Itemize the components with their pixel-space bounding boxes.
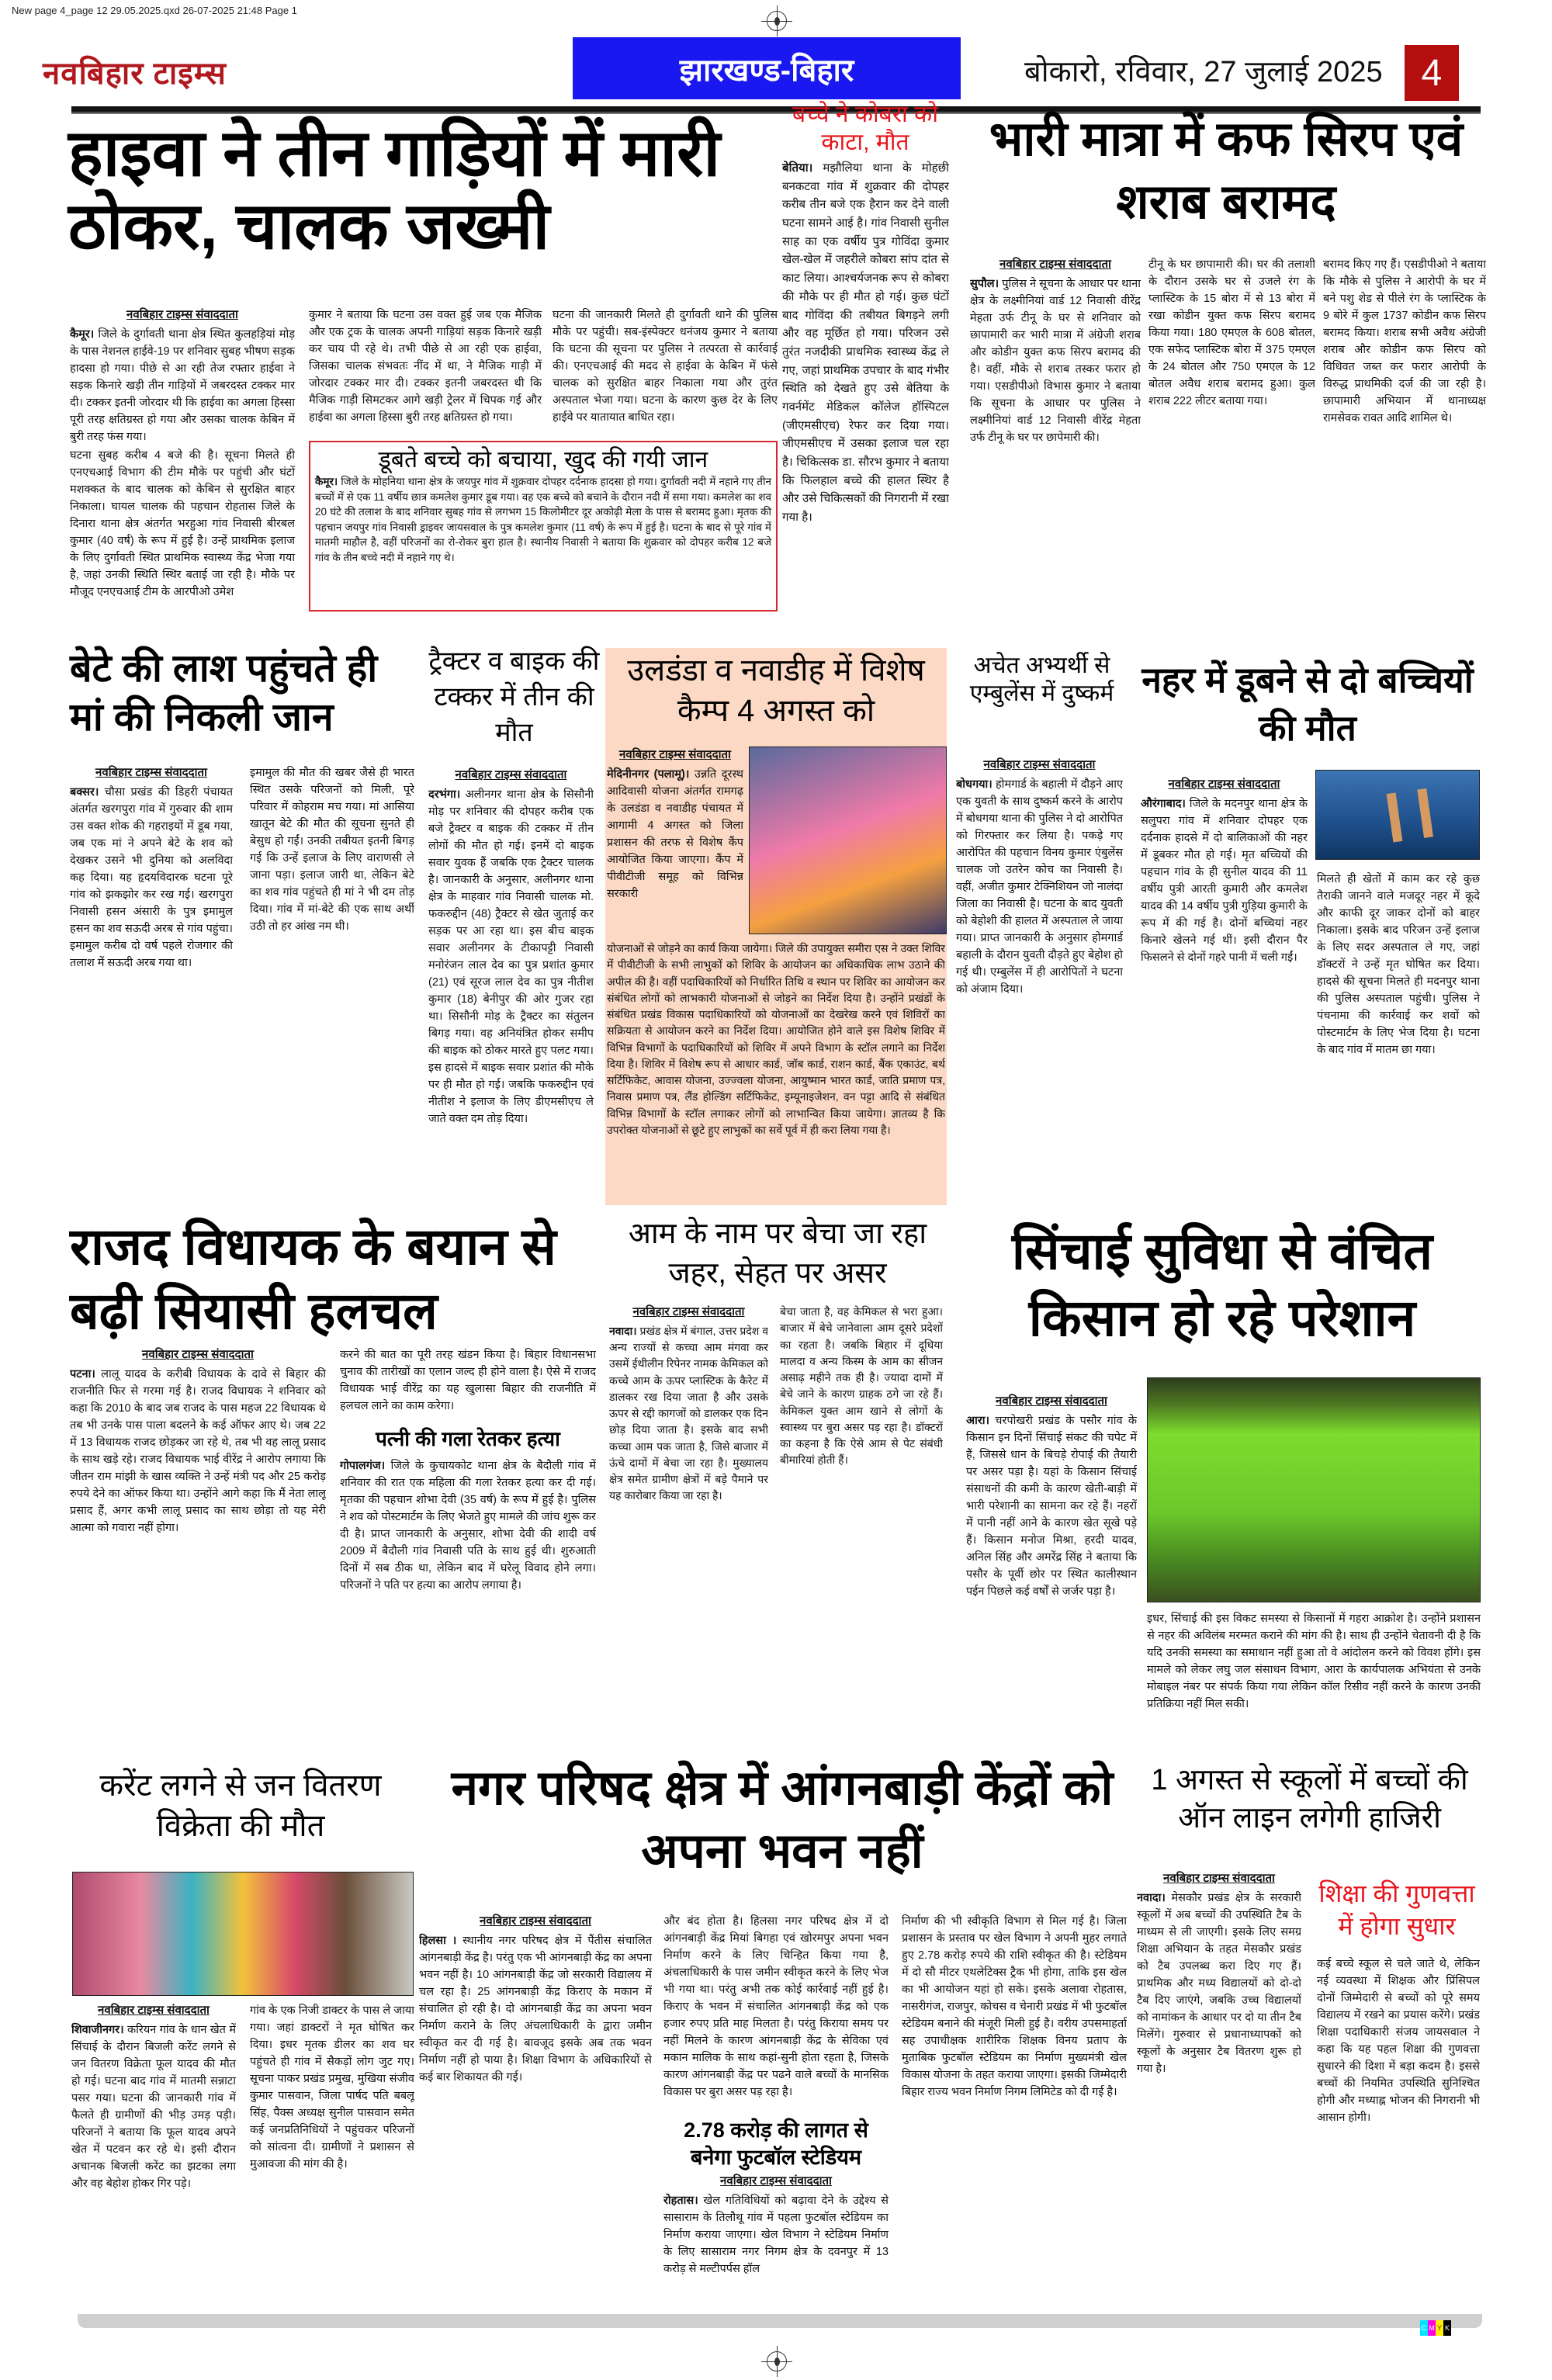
headline-ambulance: अचेत अभ्यर्थी से एम्बुलेंस में दुष्कर्म xyxy=(969,653,1114,706)
print-slug: New page 4_page 12 29.05.2025.qxd 26-07-2025 21:48 Page 1 xyxy=(12,5,297,16)
headline-cobra: बच्चे ने कोबरा को काटा, मौत xyxy=(792,102,938,155)
headline-anganwadi: नगर परिषद क्षेत्र में आंगनबाड़ी केंद्रों को अपना भवन नहीं xyxy=(451,1762,1114,1878)
dateline-place: पटना। xyxy=(70,1367,95,1381)
body-text: होमगार्ड के बहाली में दौड़ने आए एक युवती के साथ दुष्कर्म करने के आरोप में बोधगया थाना की पुलिस ने दो आरोपित को गिरफ्तार कर लिया है। पकड़े गए आरोपित की पहचान विनय कुमार एंबुलेंस चालक जो उतरेन कोच का निवासी है। वहीं, अजीत कुमार टेक्निशियन जो नालंदा जिला का निवासी है। घटना के बाद युवती को बेहोशी की हालत में अस्पताल ले जाया गया। प्राप्त जानकारी के अनुसार होमगार्ड बहाली के दौरान युवती दौड़ते हुए बेहोश हो गई थी। एम्बुलेंस में ही आरोपितों ने घटना को अंजाम दिया। xyxy=(956,778,1123,996)
newspaper-logo: नवबिहार टाइम्स xyxy=(43,57,227,91)
body-text: मेसकौर प्रखंड क्षेत्र के सरकारी स्कूलों में अब बच्चों की उपस्थिति टैब के माध्यम से ली जाएगी। इसके लिए समग्र शिक्षा अभियान के तहत मेसकौर प्रखंड को टैब उपलब्ध करा दिए गए हैं। प्राथमिक और मध्य विद्यालयों को दो-दो टैब दिए जाएंगे, जबकि उच्च विद्यालयों को नामांकन के आधार पर दो या तीन टैब मिलेंगे। गुरुवार से प्रधानाध्यापकों को स्कूलों के अनुसार टैब वितरण शुरू हो गया है। xyxy=(1137,1891,1301,2076)
article-electrocution-col1 xyxy=(71,2002,236,2312)
headline-camp: उलडंडा व नवाडीह में विशेष कैम्प 4 अगस्त को xyxy=(627,653,925,728)
headline-cough-syrup: भारी मात्रा में कफ सिरप एवं शराब बरामद xyxy=(989,113,1464,229)
print-color-bar xyxy=(78,2314,1482,2328)
byline: नवबिहार टाइम्स संवाददाता xyxy=(1168,778,1280,791)
article-mango-col2: बेचा जाता है, वह केमिकल से भरा हुआ। बाजार में बेचे जानेवाला आम दूसरे प्रदेशों का रहता है। जबकि बिहार में दूधिया मालदा व अन्य किस्म के आम का सीजन असाढ़ महीने तक ही है। ज्यादा दामों में बेचे जाने के कारण ग्राहक ठगे जा रहे हैं। केमिकल युक्त आम खाने से लोगों के स्वास्थ्य पर बुरा असर पड़ रहा है। डॉक्टरों का कहना है कि ऐसे आम से पेट संबंधी बीमारियां होती हैं। xyxy=(780,1305,943,1467)
article-camp-col-short xyxy=(607,747,743,941)
headline-rjd: राजद विधायक के बयान से बढ़ी सियासी हलचल xyxy=(70,1218,556,1339)
subhead-education-quality: शिक्षा की गुणवत्ता में होगा सुधार xyxy=(1318,1879,1475,1940)
page-number: 4 xyxy=(1405,45,1459,101)
cmyk-magenta: M xyxy=(1428,2320,1436,2336)
cmyk-swatch xyxy=(1420,2320,1451,2336)
article-cobra xyxy=(782,159,949,609)
body-text: करियन गांव के धान खेत में सिंचाई के दौरान बिजली करेंट लगने से जन वितरण विक्रेता फूल यादव की मौत हो गई। घटना बाद गांव में मातमी सन्नाटा पसर गया। घटना की जानकारी गांव में फैलते ही ग्रामीणों की भीड़ उमड़ पड़ी। परिजनों ने बताया कि फूल यादव अपने खेत में पटवन कर रहे थे। इसी दौरान अचानक बिजली करेंट का झटका लगा और वह बेहोश होकर गिर पड़े। xyxy=(71,2023,236,2191)
cmyk-cyan: C xyxy=(1420,2320,1428,2336)
byline: नवबिहार टाइम्स संवाददाता xyxy=(632,1305,745,1318)
body-text: स्थानीय नगर परिषद क्षेत्र में पैंतीस संचालित आंगनबाड़ी केंद्र है। परंतु एक भी आंगनबाड़ी केंद्र का अपना भवन नहीं है। 10 आंगनबाड़ी केंद्र जो सरकारी विद्यालय में चल रहा है। 25 आंगनबाड़ी केंद्र किराए के मकान में संचालित हो रही है। दो आंगनबाड़ी केंद्र का अपना भवन निर्माण कराने के लिए अंचलाधिकारी के द्वारा जमीन स्वीकृत कर दी गई है। बावजूद इसके अब तक भवन निर्माण नहीं हो पाया है। शिक्षा विभाग के अधिकारियों से कई बार शिकायत की गई। xyxy=(419,1934,652,2084)
headline-wife-murder: पत्नी की गला रेतकर हत्या xyxy=(376,1427,560,1450)
dateline-place: बक्सर। xyxy=(70,785,99,799)
article-canal-col2: मिलते ही खेतों में काम कर रहे कुछ तैराकी जानने वाले मजदूर नहर में कूदे और काफी दूर जाकर दोनों को बाहर निकाला। इसके बाद परिजन उन्हें इलाज के लिए सदर अस्पताल ले गए, जहां डॉक्टरों ने उन्हें मृत घोषित कर दिया। हादसे की सूचना मिलते ही मदनपुर थाना की पुलिस अस्पताल पहुंची। पुलिस ने पंचनामा की कार्रवाई कर शवों को पोस्टमार्टम के लिए भेज दिया है। घटना के बाद गांव में मातम छा गया। xyxy=(1317,873,1480,1057)
headline-son-body: बेटे की लाश पहुंचते ही मां की निकली जान xyxy=(70,646,378,739)
body-text: पुलिस ने सूचना के आधार पर थाना क्षेत्र के लक्ष्मीनियां वार्ड 12 निवासी वीरेंद्र मेहता उर्फ टीनू के घर से शनिवार को छापामारी कर भारी मात्रा में अंग्रेजी शराब और कोडीन युक्त कफ सिरप बरामद की है। वहीं, मौके से शराब तस्कर फरार हो गया। एसडीपीओ विभास कुमार ने बताया कि सूचना के आधार पर पुलिस ने लक्ष्मीनियां वार्ड 12 निवासी वीरेंद्र मेहता उर्फ टीनू के घर पर छापेमारी की। xyxy=(970,277,1141,445)
body-text: उन्नति दूरस्थ आदिवासी योजना अंतर्गत रामगढ़ के उलडंडा व नवाडीह पंचायत में आगामी 4 अगस्त को जिला प्रशासन की तरफ से विशेष कैंप आयोजित किया जाएगा। कैंप में पीवीटीजी समूह को विभिन्न सरकारी xyxy=(607,767,743,901)
headline-drowning-child: डूबते बच्चे को बचाया, खुद की गयी जान xyxy=(378,447,708,473)
byline: नवबिहार टाइम्स संवाददाता xyxy=(455,768,567,781)
byline: नवबिहार टाइम्स संवाददाता xyxy=(983,758,1096,771)
article-electrocution-col2: गांव के एक निजी डाक्टर के पास ले जाया गया। जहां डाक्टरों ने मृत घोषित कर दिया। इधर मृतक डीलर का शव घर पहुंचते ही गांव में सैकड़ों लोग जुट गए। सूचना पाकर प्रखंड प्रमुख, मुखिया संजीव कुमार पासवान, जिला पार्षद पति बबलू सिंह, पैक्स अध्यक्ष सुनील पासवान समेत कई जनप्रतिनिधियों ने पहुंचकर परिजनों को सांत्वना दी। ग्रामीणों ने प्रशासन से मुआवजा की मांग की है। xyxy=(250,2004,414,2171)
section-banner: झारखण्ड-बिहार xyxy=(573,37,961,99)
article-irrigation-col1 xyxy=(966,1393,1137,1734)
dateline-place: हिलसा । xyxy=(419,1934,457,1947)
body-text: चरपोखरी प्रखंड के पसौर गांव के किसान इन दिनों सिंचाई संकट की चपेट में हैं, जिससे धान के बिचड़े रोपाई की तैयारी पर असर पड़ा है। यहां के किसान सिंचाई संसाधनों की कमी के कारण खेती-बाड़ी में भारी परेशानी का सामना कर रहे हैं। नहरों में पानी नहीं आने के कारण खेत सूखे पड़े हैं। किसान मनोज मिश्रा, हरदी यादव, अनिल सिंह और अमरेंद्र सिंह ने बताया कि पसौर के पूर्वी छोर पर स्थित कालीस्थान पईन पिछले कई वर्षों से जर्जर पड़ा है। xyxy=(966,1414,1137,1599)
rice-field-image xyxy=(1147,1377,1481,1602)
article-stadium-col1 xyxy=(663,2173,889,2312)
dateline-place: दरभंगा। xyxy=(428,788,461,801)
byline: नवबिहार टाइम्स संवाददाता xyxy=(996,1394,1107,1408)
body-text: खेल गतिविधियों को बढ़ावा देने के उद्देश्य से सासाराम के तिलौथू गांव में पहला फुटबॉल स्टेडियम का निर्माण कराया जाएगा। खेल विभाग ने स्टेडियम निर्माण के लिए सासाराम नगर निगम क्षेत्र के दवनपुर में 13 करोड़ से मल्टीपर्पस हॉल xyxy=(663,2194,889,2275)
headline-online-attendance: 1 अगस्त से स्कूलों में बच्चों की ऑन लाइन लगेगी हाजिरी xyxy=(1151,1764,1468,1835)
drowning-hands-image xyxy=(1315,770,1480,860)
headline-irrigation: सिंचाई सुविधा से वंचित किसान हो रहे परेशान xyxy=(1011,1222,1433,1346)
article-cough-syrup-col2: टीनू के घर छापामारी की। घर की तलाशी के दौरान उसके घर से उजले रंग के प्लास्टिक के 15 बोरा में से 13 बोरा में रखा कोडीन युक्त कफ सिरप बरामद किया गया। 180 एमएल के 608 बोतल, एक सफेद प्लास्टिक बोरा में 375 एमएल के 24 बोतल और 750 एमएल के 12 बोतल अवैध शराब बरामद हुआ। कुल शराब 222 लीटर बताया गया। xyxy=(1148,258,1315,408)
article-son-body-col2: इमामुल की मौत की खबर जैसे ही भारत स्थित उसके परिजनों को मिली, पूरे परिवार में कोहराम मच गया। मां आसिया खातून बेटे की मौत की सूचना सुनते ही बेसुध हो गईं। उनकी तबीयत इतनी बिगड़ गई कि उन्हें इलाज के लिए वाराणसी ले जाना पड़ा। इलाज जारी था, लेकिन बेटे का शव गांव पहुंचते ही मां ने भी दम तोड़ दिया। गांव में मां-बेटे की एक साथ अर्थी उठी तो हर आंख नम थी। xyxy=(250,767,414,934)
byline: नवबिहार टाइम्स संवाददाता xyxy=(619,748,731,761)
byline: नवबिहार टाइम्स संवाददाता xyxy=(142,1348,254,1361)
dateline-place: कैमूर। xyxy=(70,327,95,341)
article-cough-syrup-col1 xyxy=(970,256,1141,621)
dateline-place: सुपौल। xyxy=(970,277,999,290)
article-haiwa-col2: कुमार ने बताया कि घटना उस वक्त हुई जब एक मैजिक और एक ट्रक के चालक अपनी गाड़ियां सड़क किनारे खड़ी कर चाय पी रहे थे। तभी पीछे से आ रही एक हाईवा, जिसका चालक संभवतः नींद में था, ने मैजिक गाड़ी में जोरदार टक्कर मार दी। टक्कर इतनी जबरदस्त थी कि मैजिक गाड़ी सिमटकर आगे खड़ी ट्रेलर में चिपक गई और हाईवा का अगला हिस्सा बुरी तरह क्षतिग्रस्त हो गया। xyxy=(309,309,542,424)
byline: नवबिहार टाइम्स संवाददाता xyxy=(480,1914,591,1928)
byline: नवबिहार टाइम्स संवाददाता xyxy=(98,2004,210,2017)
dateline: बोकारो, रविवार, 27 जुलाई 2025 xyxy=(1024,56,1383,88)
dateline-place: नवादा। xyxy=(609,1324,637,1337)
body-text: जिले के मोहनिया थाना क्षेत्र के जयपुर गांव में शुक्रवार दोपहर दर्दनाक हादसा हो गया। दुर्गावती नदी में नहाने गए तीन बच्चों में से एक 11 वर्षीय छात्र कमलेश कुमार डूब गया। वह एक बच्चे को बचाने के दौरान नदी में समा गया। कमलेश का शव 20 घंटे की तलाश के बाद शनिवार सुबह गांव से लगभग 15 किलोमीटर दूर अकोढ़ी मेला के पास से बरामद हुआ। मृतक की पहचान जयपुर गांव निवासी ड्राइवर जायसवाल के पुत्र कमलेश कुमार (11 वर्ष) के रूप में हुई है। घटना के बाद से पूरे गांव में मातमी माहौल है, वहीं परिजनों का रो-रोकर बुरा हाल है। स्थानीय निवासी ने बताया कि शुक्रवार को दोपहर करीब 12 बजे गांव के तीन बच्चे नदी में नहाने गए थे। xyxy=(315,476,771,563)
article-rjd-col2: करने की बात का पूरी तरह खंडन किया है। बिहार विधानसभा चुनाव की तारीखों का एलान जल्द ही होने वाला है। ऐसे में राजद विधायक भाई वीरेंद्र का यह खुलासा बिहार की राजनीति में हलचल लाने का काम करेगा। xyxy=(340,1349,596,1413)
cmyk-yellow: Y xyxy=(1436,2320,1443,2336)
body-text: चौसा प्रखंड की डिहरी पंचायत अंतर्गत खरगपुरा गांव में गुरुवार की शाम उस वक्त शोक की गहराइयों में डूब गया, जब एक मां ने अपने बेटे के शव को देखकर उसने भी दुनिया को अलविदा कह दिया। यह हृदयविदारक घटना पूरे गांव को झकझोर कर रख गई। खरगपुरा निवासी हसन अंसारी के पुत्र इमामुल हसन का शव सऊदी अरब से गांव पहुंचा। इमामुल करीब दो वर्ष पहले रोजगार की तलाश में सऊदी अरब गया था। xyxy=(70,785,233,970)
article-irrigation-col2: इधर, सिंचाई की इस विकट समस्या से किसानों में गहरा आक्रोश है। उन्होंने प्रशासन से नहर की अविलंब मरम्मत कराने की मांग की है। साथ ही उन्होंने चेतावनी दी है कि यदि उनकी समस्या का समाधान नहीं हुआ तो वे आंदोलन करने को विवश होंगे। इस मामले को लेकर लघु जल संसाधन विभाग, आरा के कार्यपालक अभियंता से उनके मोबाइल नंबर पर संपर्क किया गया लेकिन कॉल रिसीव नहीं करने के कारण उनकी प्रतिक्रिया नहीं मिल सकी। xyxy=(1147,1613,1481,1711)
article-tractor xyxy=(428,767,594,1205)
byline: नवबिहार टाइम्स संवाददाता xyxy=(95,766,207,779)
dateline-place: बेतिया। xyxy=(782,161,813,175)
dateline-place: बोधगया। xyxy=(956,778,993,791)
headline-haiwa: हाइवा ने तीन गाड़ियों में मारी ठोकर, चालक जख्मी xyxy=(68,116,721,263)
body-text: अलीनगर थाना क्षेत्र के सिसौनी मोड़ पर शनिवार की दोपहर करीब एक बजे ट्रैक्टर व बाइक की टक्कर में तीन लोगों की मौत हो गई। इनमें दो बाइक सवार युवक हैं जबकि एक ट्रैक्टर चालक है। जानकारी के अनुसार, अलीनगर थाना क्षेत्र के माहवार गांव निवासी चालक मो. फकरुद्दीन (48) ट्रैक्टर से खेत जुताई कर सड़क पर आ रहा था। इस बीच बाइक सवार अलीनगर के टीकापट्टी निवासी मनोरंजन लाल देव का पुत्र प्रशांत कुमार (21) एवं सूरज लाल देव का पुत्र नीतीश कुमार (18) बेनीपुर की ओर गुजर रहा था। सिसौनी मोड़ के ट्रैक्टर का संतुलन बिगड़ गया। वह अनियंत्रित होकर समीप की बाइक को ठोकर मारते हुए पलट गया। इस हादसे में बाइक सवार प्रशांत की मौके पर ही मौत हो गई। जबकि फकरुद्दीन एवं नीतीश ने इलाज के लिए डीएमसीएच ले जाते वक्त दम तोड़ दिया। xyxy=(428,788,594,1126)
article-online-attendance-col2: कई बच्चे स्कूल से चले जाते थे, लेकिन नई व्यवस्था में शिक्षक और प्रिंसिपल दोनों जिम्मेदारी से बच्चों को पूरे समय विद्यालय में रखने का प्रयास करेंगे। प्रखंड शिक्षा पदाधिकारी संजय जायसवाल ने कहा कि यह पहल शिक्षा की गुणवत्ता सुधारने की दिशा में बड़ा कदम है। इससे बच्चों की नियमित उपस्थिति सुनिश्चित होगी और मध्याह्न भोजन की निगरानी भी आसान होगी। xyxy=(1317,1958,1480,2125)
article-drowning-child xyxy=(309,441,778,611)
dateline-place: रोहतास। xyxy=(663,2194,698,2207)
registration-mark-icon xyxy=(767,11,787,31)
article-haiwa-col1 xyxy=(70,307,295,602)
dateline-place: कैमूर। xyxy=(315,476,338,487)
dateline-place: आरा। xyxy=(966,1414,990,1427)
registration-mark-icon xyxy=(767,2351,787,2371)
crowd-image xyxy=(72,1872,414,1996)
dateline-place: गोपालगंज। xyxy=(340,1460,386,1472)
headline-stadium: 2.78 करोड़ की लागत से बनेगा फुटबॉल स्टेडियम xyxy=(684,2118,868,2170)
article-camp-col-long: योजनाओं से जोड़ने का कार्य किया जायेगा। जिले की उपायुक्त समीरा एस ने उक्त शिविर में पीवीटीजी के सभी लाभुकों को शिविर के आयोजन का अधिकाधिक लाभ उठाने की अपील की है। वहीं पदाधिकारियों को निर्धारित तिथि व स्थान पर शिविर का आयोजन कर संबंधित लोगों को लाभकारी योजनाओं से जोड़ने का निर्देश दिया है। उन्होंने प्रखंडों के संबंधित प्रखंड विकास पदाधिकारियों को योजनाओं का देखरेख करने एवं शिविरों का सक्रियता से आयोजन करने का निर्देश दिया। आयोजित होने वाले इस विशेष शिविर में विभिन्न विभागों के पदाधिकारियों को शिविर में अपने विभाग के स्टॉल लगाने का निर्देश दिया है। शिविर में विशेष रूप से आधार कार्ड, जॉब कार्ड, राशन कार्ड, बैंक एकाउंट, बर्थ सर्टिफिकेट, आवास योजना, उज्ज्वला योजना, आयुष्मान भारत कार्ड, जाति प्रमाण पत्र, निवास प्रमाण पत्र, लैंड होल्डिंग सर्टिफिकेट, इम्यूनाइजेशन, वन पट्टा आदि से संबंधित विभिन्न विभागों के स्टॉल लगाकर लोगों को लाभान्वित किया जायेगा। ज्ञातव्य है कि उपरोक्त योजनाओं से छूटे हुए लाभुकों का सर्वे पूर्व में ही करा लिया गया है। xyxy=(607,942,945,1136)
dateline-place: औरंगाबाद। xyxy=(1141,797,1186,810)
dateline-place: शिवाजीनगर। xyxy=(71,2023,124,2036)
byline: नवबिहार टाइम्स संवाददाता xyxy=(126,308,238,321)
dateline-place: मेदिनीनगर (पलामू)। xyxy=(607,767,690,781)
cmyk-black: K xyxy=(1443,2320,1451,2336)
byline: नवबिहार टाइम्स संवाददाता xyxy=(720,2174,832,2188)
body-text: जिले के मदनपुर थाना क्षेत्र के सलुपरा गांव में शनिवार दोपहर एक दर्दनाक हादसे में दो बालिकाओं की नहर में डूबकर मौत हो गई। मृत बच्चियों की पहचान गांव के ही सुनील यादव की 11 वर्षीय पुत्री आरती कुमारी और कमलेश यादव की 14 वर्षीय पुत्री गुड़िया कुमारी के रूप में की गई है। दोनों बच्चियां नहर किनारे खेलने गई थीं। इसी दौरान पैर फिसलने से दोनों गहरे पानी में चली गईं। xyxy=(1141,797,1308,965)
body-text: मझौलिया थाना के मोहछी बनकटवा गांव में शुक्रवार की दोपहर करीब तीन बजे एक हैरान कर देने वाली घटना सामने आई है। गांव निवासी सुनील साह का एक वर्षीय पुत्र गोविंदा कुमार खेल-खेल में जहरीले कोबरा सांप दांत से काट लिया। आश्चर्यजनक रूप से कोबरा की मौके पर ही मौत हो गई। कुछ घंटों बाद गोविंदा की तबीयत बिगड़ने लगी और वह मूर्छित हो गया। परिजन उसे तुरंत नजदीकी प्राथमिक स्वास्थ्य केंद्र ले गए, जहां प्राथमिक उपचार के बाद गंभीर स्थिति को देखते हुए उसे बेतिया के गवर्नमेंट मेडिकल कॉलेज हॉस्पिटल (जीएमसीएच) रेफर कर दिया गया। जीएमसीएच में उसका इलाज चल रहा है। चिकित्सक डा. सौरभ कुमार ने बताया कि फिलहाल बच्चे की हालत स्थिर है और उसे चिकित्सकों की निगरानी में रखा गया है। xyxy=(782,161,949,525)
article-cough-syrup-col3: बरामद किए गए हैं। एसडीपीओ ने बताया कि मौके से पुलिस ने आरोपी के घर में बने पशु शेड से पीले रंग के प्लास्टिक के 9 बोरे में कुल 1737 कोडीन कफ सिरप बरामद किया। शराब सभी अवैध अंग्रेजी शराब और कोडीन कफ सिरप को विधिवत जब्त कर फरार आरोपी के विरुद्ध प्राथमिकी दर्ज की जा रही है। छापामारी अभियान में थानाध्यक्ष रामसेवक रावत आदि शामिल थे। xyxy=(1323,258,1486,425)
article-ambulance xyxy=(956,757,1123,1205)
article-wife-murder xyxy=(340,1457,596,1706)
body-text: घटना सुबह करीब 4 बजे की है। सूचना मिलते ही एनएचआई विभाग की टीम मौके पर पहुंची और घंटों मशक्कत के बाद चालक को केबिन से सुरक्षित बाहर निकाला। घायल चालक की पहचान रोहतास जिले के दिनारा थाना क्षेत्र अंतर्गत भरहुआ गांव निवासी बीरबल कुमार (40 वर्ष) के रूप में हुई है। उन्हें प्राथमिक इलाज के लिए दुर्गावती स्थित प्राथमिक स्वास्थ्य केंद्र भेजा गया है, जहां उनकी स्थिति स्थिर बताई जा रही है। मौके पर मौजूद एनएचआई टीम के आरपीओ उमेश xyxy=(70,449,295,599)
headline-canal: नहर में डूबने से दो बच्चियों की मौत xyxy=(1141,660,1474,749)
article-rjd-col1 xyxy=(70,1346,326,1707)
headline-mango: आम के नाम पर बेचा जा रहा जहर, सेहत पर असर xyxy=(628,1218,927,1290)
article-canal-col1 xyxy=(1141,776,1308,1205)
dateline-place: नवादा। xyxy=(1137,1891,1166,1904)
article-stadium-col2: निर्माण की भी स्वीकृति विभाग से मिल गई है। जिला प्रशासन के प्रस्ताव पर खेल विभाग ने अपनी मुहर लगाते हुए 2.78 करोड़ रुपये की राशि स्वीकृत की है। स्टेडियम में दो सौ मीटर एथलेटिक्स ट्रैक भी होगा, ताकि इस खेल का भी आयोजन यहां हो सके। इसके अलावा रोहतास, नासरीगंज, राजपुर, कोचस व चेनारी प्रखंड में भी फुटबॉल स्टेडियम बनाने की मंजूरी मिली हुई है। वरीय उपसमाहर्ता सह उपाधीक्षक शारीरिक शिक्षक विनय प्रताप के मुताबिक फुटबॉल स्टेडियम का निर्माण मुख्यमंत्री खेल विकास योजना के तहत कराया जाएगा। इसकी जिम्मेदारी बिहार राज्य भवन निर्माण निगम लिमिटेड को दी गई है। xyxy=(902,1915,1127,2099)
headline-tractor: ट्रैक्टर व बाइक की टक्कर में तीन की मौत xyxy=(428,646,600,747)
body-text: लालू यादव के करीबी विधायक के दावे से बिहार की राजनीति फिर से गरमा गई है। राजद विधायक ने शनिवार को कहा कि 2010 के बाद जब राजद के पास महज 22 विधायक थे तब भी उनके पास पाला बदलने के कई ऑफर आए थे। जब 22 में 13 विधायक राजद छोड़कर जा रहे थे, तब भी वह लालू प्रसाद के साथ खड़े रहे। राजद विधायक भाई वीरेंद्र ने आरोप लगाया कि जीतन राम मांझी के खास व्यक्ति ने उन्हें मंत्री पद और 25 करोड़ रुपये देने का ऑफर किया था। उन्होंने आगे कहा कि मैं नेता लालू प्रसाद हैं, अगर कभी लालू प्रसाद का साथ छोड़ा तो यह मेरी आत्मा को गवारा नहीं होगा। xyxy=(70,1367,326,1535)
headline-electrocution: करेंट लगने से जन वितरण विक्रेता की मौत xyxy=(99,1769,382,1843)
byline: नवबिहार टाइम्स संवाददाता xyxy=(999,258,1111,271)
body-text: प्रखंड क्षेत्र में बंगाल, उत्तर प्रदेश व अन्य राज्यों से कच्चा आम मंगवा कर उसमें ईथीलीन रिपेनर नामक केमिकल को कच्चे आम के ऊपर प्लास्टिक के कैरेट में डालकर रख दिया जाता है और उसके ऊपर से रद्दी कागजों को डालकर एक दिन छोड़ दिया जाता है। इसके बाद सभी कच्चा आम पक जाता है, जिसे बाजार में ऊंचे दामों में बेचा जा रहा है। मुख्यालय क्षेत्र समेत ग्रामीण क्षेत्रों में बड़े पैमाने पर यह कारोबार किया जा रहा है। xyxy=(609,1324,768,1502)
article-anganwadi-col1 xyxy=(419,1913,652,2312)
article-son-body-col1 xyxy=(70,764,233,1203)
article-anganwadi-col2: और बंद होता है। हिलसा नगर परिषद क्षेत्र में दो आंगनबाड़ी केंद्र मियां बिगहा एवं खोरमपुर अपना भवन निर्माण करने के लिए चिन्हित किया गया है, अंचलाधिकारी के पास जमीन स्वीकृत करने के लिए भेज भी गया था। परंतु अभी तक कोई कार्रवाई नहीं हुई है। किराए के भवन में संचालित आंगनबाड़ी केंद्र को एक हजार रुपए प्रति माह मिलता है। परंतु किराया समय पर नहीं मिलने के कारण आंगनबाड़ी केंद्र के सेविका एवं मकान मालिक के साथ कहां-सुनी होता रहता है, जिसके कारण आंगनबाड़ी केंद्र पर पढने वाले बच्चों के मानसिक विकास पर बुरा असर पड़ रहा है। xyxy=(663,1915,889,2099)
official-portrait-image xyxy=(749,747,947,934)
article-haiwa-col3: घटना की जानकारी मिलते ही दुर्गावती थाने की पुलिस मौके पर पहुंची। सब-इंस्पेक्टर धनंजय कुमार ने बताया कि घटना की सूचना पर पुलिस ने तत्परता से कार्रवाई की। एनएचआई की मदद से हाईवा के केबिन में फंसे चालक को सुरक्षित बाहर निकाला गया और तुरंत अस्पताल भेजा गया। घटना के कारण कुछ देर के लिए हाईवे पर यातायात बाधित रहा। xyxy=(553,309,778,424)
body-text: जिले के कुचायकोट थाना क्षेत्र के बैदौली गांव में शनिवार की रात एक महिला की गला रेतकर हत्या कर दी गई। मृतका की पहचान शोभा देवी (35 वर्ष) के रूप में हुई है। पुलिस ने शव को पोस्टमार्टम के लिए भेजते हुए मामले की जांच शुरू कर दी है। प्राप्त जानकारी के अनुसार, शोभा देवी की शादी वर्ष 2009 में बैदौली गांव निवासी पति के साथ हुई थी। शुरुआती दिनों में सब ठीक था, लेकिन बाद में घरेलू विवाद होने लगा। परिजनों ने पति पर हत्या का आरोप लगाया है। xyxy=(340,1460,596,1592)
article-online-attendance-col1 xyxy=(1137,1870,1301,2312)
article-mango-col1 xyxy=(609,1304,768,1738)
byline: नवबिहार टाइम्स संवाददाता xyxy=(1163,1872,1275,1885)
body-text: जिले के दुर्गावती थाना क्षेत्र स्थित कुलहड़ियां मोड़ के पास नेशनल हाईवे-19 पर शनिवार सुबह भीषण सड़क हादसा हो गया। पीछे से आ रही तेज रफ्तार हाईवा ने सड़क किनारे खड़ी तीन गाड़ियों में जबरदस्त टक्कर मार दी। टक्कर इतनी जोरदार थी कि हाईवा का अगला हिस्सा पूरी तरह क्षतिग्रस्त हो गया और उसका चालक केबिन में बुरी तरह फंस गया। xyxy=(70,327,295,443)
